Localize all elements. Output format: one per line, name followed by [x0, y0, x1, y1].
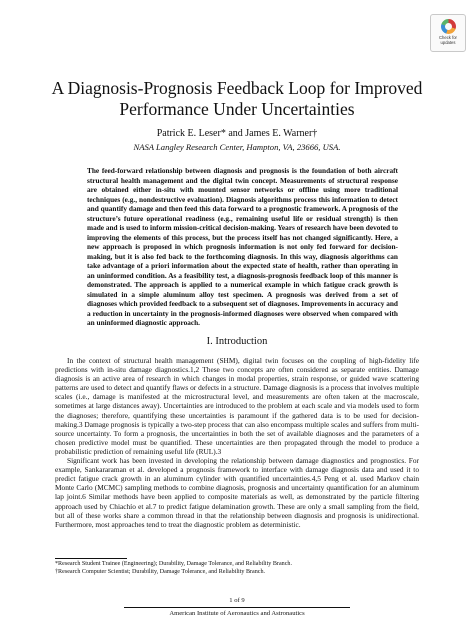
publisher-rule — [124, 607, 350, 608]
section-heading: I. Introduction — [206, 336, 268, 347]
paragraph: In the context of structural health management (SHM), digital twin focuses on the coupling of high-fidelity life predictions with in-situ damage diagnostics.1,2 These two concepts are often considered as separate entities. Damage diagnosis is an active area of research in which changes in modal properties, strain response, or guided wave scattering patterns are used to detect and quantify flaws or defects in a structure. Damage diagnosis is a process that involves multiple scales (i.e., damage is manifested at the microstructural level, and measurements are often taken at the macroscale, sometimes at large distances away). Uncertainties are introduced to the problem at each scale and via models used to form the diagnoses; therefore, quantifying these uncertainties is paramount if the gathered data is to be used for decision-making.3 Damage prognosis is typically a two-step process that can also encompass multiple scales and suffers from multi-source uncertainty. To form a prognosis, the uncertainties in both the set of available diagnoses and the parameters of a chosen predictive model must be quantified. These uncertainties are then propagated through the model to produce a probabilistic prediction of remaining useful life (RUL).3 — [55, 356, 419, 456]
paper-title: A Diagnosis-Prognosis Feedback Loop for Improved Performance Under Uncertainties — [51, 78, 423, 119]
affiliation: NASA Langley Research Center, Hampton, VA, 23666, USA. — [133, 142, 341, 152]
footnote-2: †Research Computer Scientist; Durability, Damage Tolerance, and Reliability Branch. — [55, 569, 266, 575]
abstract: The feed-forward relationship between diagnosis and prognosis is the foundation of both aircraft structural health management and the digital twin concept. Measurements of structural response are obtained either in-situ with mounted sensor networks or offline using more traditional techniques (e.g., nondestructive evaluation). Diagnosis algorithms process this information to detect and quantify damage and then feed this data forward to a prognostic framework. A prognosis of the structure’s future operational readiness (e.g., remaining useful life or residual strength) is then made and is used to inform mission-critical decision-making. Years of research have been devoted to improving the elements of this process, but the process itself has not changed significantly. Here, a new approach is proposed in which prognosis information is not only fed forward for decision-making, but it is also fed back to the forthcoming diagnosis. In this way, diagnosis algorithms can take advantage of a priori information about the expected state of health, rather than operating in an uninformed condition. As a feasibility test, a diagnosis-prognosis feedback loop of this manner is demonstrated. The approach is applied to a numerical example in which fatigue crack growth is simulated in a simple aluminum alloy test specimen. A prognosis was derived from a set of diagnoses which provided feedback to a subsequent set of diagnoses. Improvements in accuracy and a reduction in uncertainty in the prognosis-informed diagnoses were observed when compared with an uninformed diagnostic approach. — [87, 166, 398, 327]
footnote-rule — [55, 558, 127, 559]
check-for-updates-badge[interactable] — [430, 14, 466, 52]
page-number: 1 of 9 — [229, 597, 245, 604]
publisher-footer: American Institute of Aeronautics and Astronautics — [169, 610, 305, 617]
authors: Patrick E. Leser* and James E. Warner† — [156, 128, 318, 139]
badge-label: Check for updates — [439, 35, 457, 45]
crossmark-icon — [441, 19, 456, 34]
footnote-1: *Research Student Trainee (Engineering); Durability, Damage Tolerance, and Reliability Branch. — [55, 561, 292, 567]
paragraph: Significant work has been invested in developing the relationship between damage diagnostics and prognostics. For example, Sankararaman et al. developed a prognosis framework to interface with damage diagnosis data and used it to predict fatigue crack growth in an aluminum cylinder with quantified uncertainties.4,5 Peng et al. used Markov chain Monte Carlo (MCMC) sampling methods to combine diagnosis, prognosis and uncertainty quantification for an aluminum lap joint.6 Similar methods have been applied to composite materials as well, as demonstrated by the particle filtering approach used by Chiachío et al.7 to predict fatigue delamination growth. These are only a small sampling from the field, but all of these works share a common thread in that the relationship between diagnosis and prognosis is unidirectional. Furthermore, most approaches tend to treat the diagnostic problem as deterministic. — [55, 456, 419, 529]
introduction-body — [55, 356, 419, 529]
